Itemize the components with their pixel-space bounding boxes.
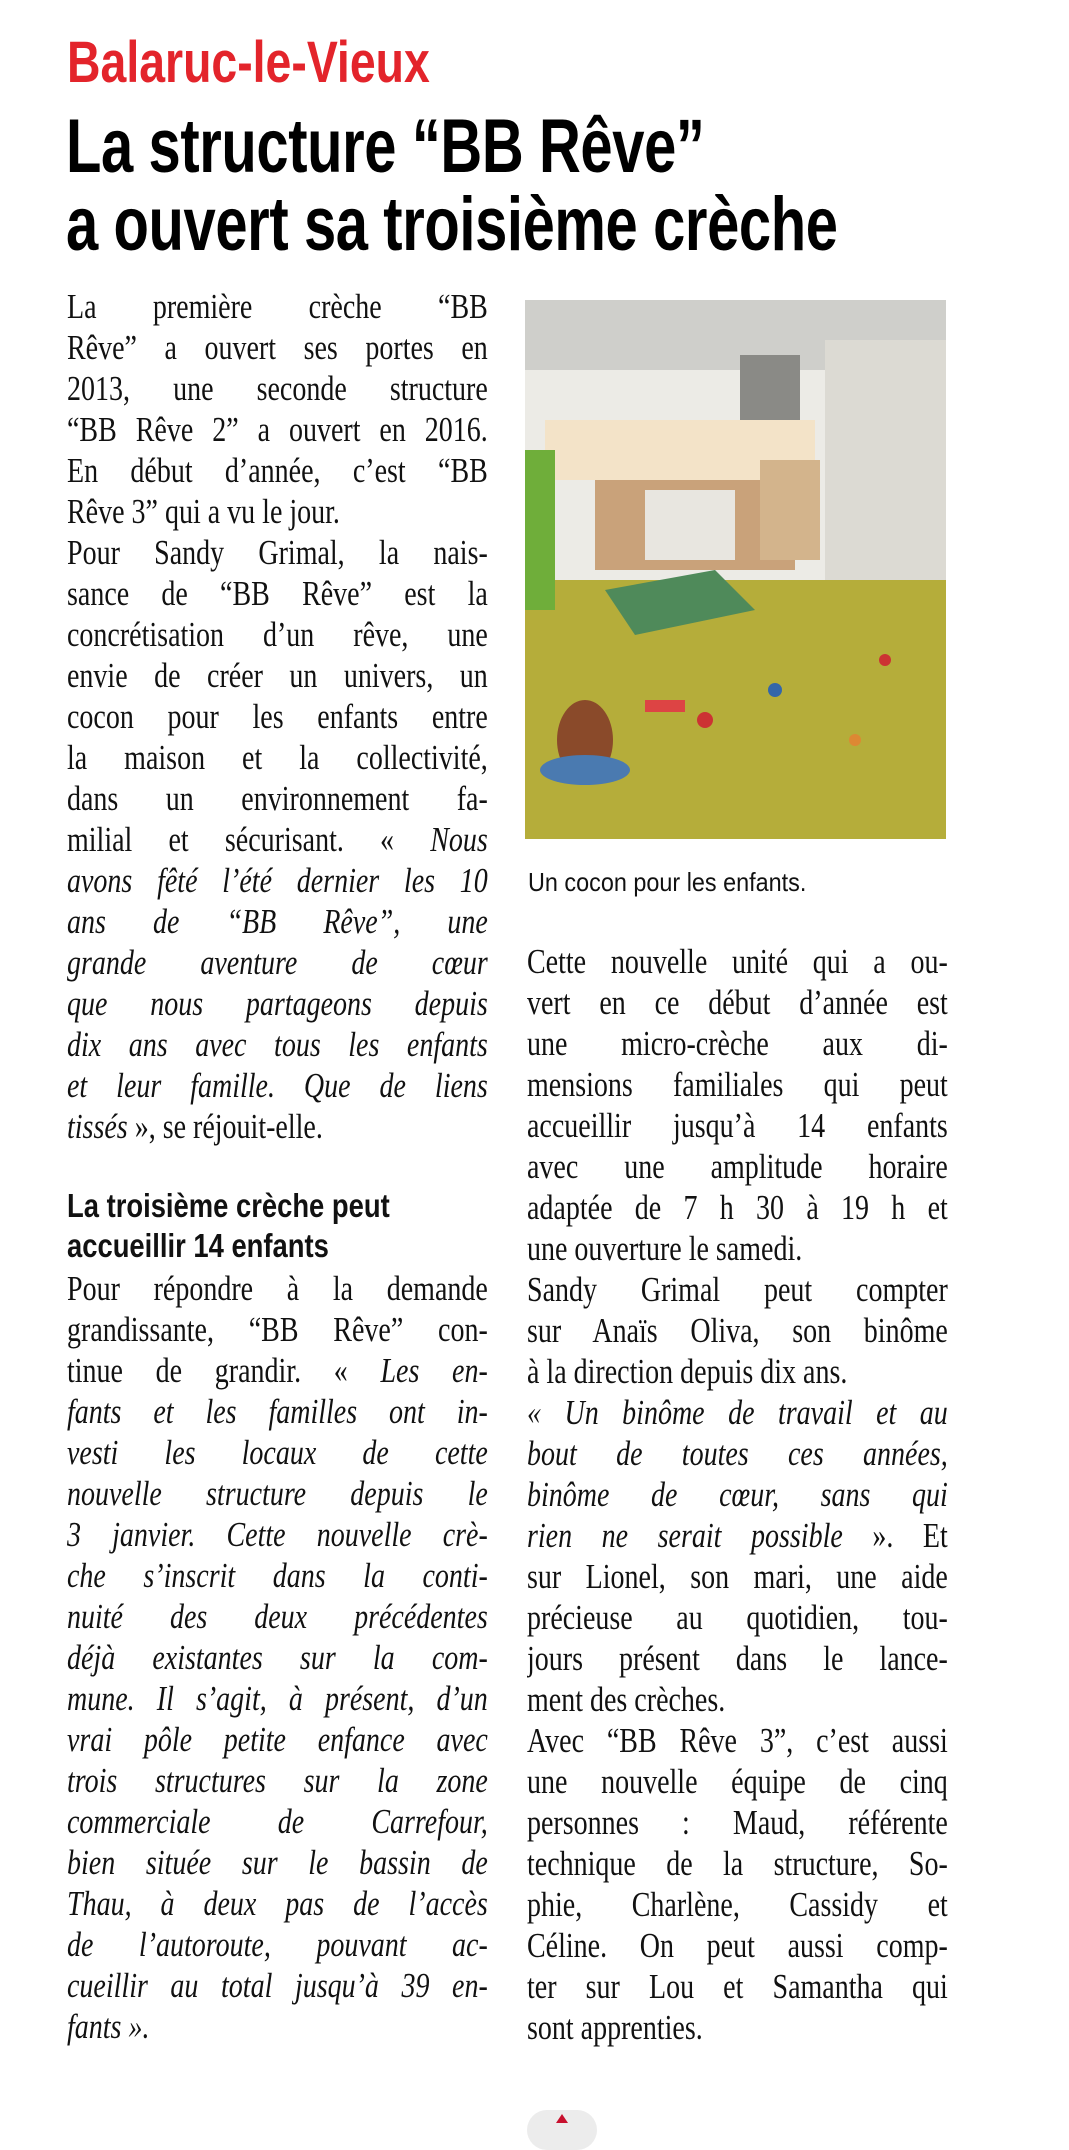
quote-text: dix ans avec tous les enfants	[67, 1025, 488, 1064]
body-text: adaptée de 7 h 30 à 19 h et	[527, 1188, 948, 1227]
quote-text: ans de “BB Rêve”, une	[67, 902, 488, 941]
text-line	[67, 1924, 488, 1965]
quote-text: grande aventure de cœur	[67, 943, 488, 982]
body-text: “BB Rêve 2” a ouvert en 2016.	[67, 410, 488, 449]
body-text: Avec “BB Rêve 3”, c’est aussi	[527, 1721, 948, 1760]
quote-text: trois structures sur la zone	[67, 1761, 488, 1800]
quote-text: que nous partageons depuis	[67, 984, 488, 1023]
body-text: Céline. On peut aussi comp-	[527, 1926, 948, 1965]
text-line	[527, 1966, 948, 2007]
body-column-left-top	[67, 286, 488, 1147]
body-text: Rêve 3” qui a vu le jour.	[67, 492, 340, 531]
body-column-right	[527, 941, 948, 2048]
text-line	[67, 778, 488, 819]
quote-text: bout de toutes ces années,	[527, 1434, 948, 1473]
text-line	[527, 1597, 948, 1638]
body-text: sont apprenties.	[527, 2008, 703, 2047]
body-text: 2013, une seconde structure	[67, 369, 488, 408]
body-text: concrétisation d’un rêve, une	[67, 615, 488, 654]
text-line	[67, 1596, 488, 1637]
text-line	[67, 860, 488, 901]
body-text: Pour répondre à la demande	[67, 1269, 488, 1308]
quote-text: Les en-	[380, 1351, 488, 1390]
text-line	[527, 1433, 948, 1474]
body-text: une micro-crèche aux di-	[527, 1024, 948, 1063]
text-line	[67, 655, 488, 696]
scroll-to-top-button[interactable]	[527, 2110, 597, 2150]
text-line	[67, 1350, 488, 1391]
text-line	[527, 1269, 948, 1310]
text-line	[67, 1965, 488, 2006]
text-line	[67, 1555, 488, 1596]
quote-text: rien ne serait possible	[527, 1516, 843, 1555]
text-line	[527, 1556, 948, 1597]
body-text: milial et sécurisant. «	[67, 820, 431, 859]
quote-text: commerciale de Carrefour,	[67, 1802, 488, 1841]
article-title	[66, 104, 838, 267]
body-text: sance de “BB Rêve” est la	[67, 574, 488, 613]
body-text: En début d’année, c’est “BB	[67, 451, 488, 490]
quote-text: mune. Il s’agit, à présent, d’un	[67, 1679, 488, 1718]
body-text: accueillir jusqu’à 14 enfants	[527, 1106, 948, 1145]
text-line	[67, 1678, 488, 1719]
body-text: ». Et	[842, 1516, 948, 1555]
body-text: technique de la structure, So-	[527, 1844, 948, 1883]
body-text: Rêve” a ouvert ses portes en	[67, 328, 488, 367]
text-line	[67, 983, 488, 1024]
text-line	[527, 1392, 948, 1433]
body-text: La première crèche “BB	[67, 287, 488, 326]
text-line	[527, 1187, 948, 1228]
quote-text: 3 janvier. Cette nouvelle crè-	[67, 1515, 488, 1554]
body-text: cocon pour les enfants entre	[67, 697, 488, 736]
quote-text: avons fêté l’été dernier les 10	[67, 861, 488, 900]
quote-text: bien située sur le bassin de	[67, 1843, 488, 1882]
text-line	[67, 1432, 488, 1473]
subhead-line: La troisième crèche peut	[67, 1187, 390, 1224]
text-line	[527, 2007, 948, 2048]
body-text: ment des crèches.	[527, 1680, 726, 1719]
text-line	[527, 1105, 948, 1146]
text-line	[527, 1351, 948, 1392]
text-line	[67, 1473, 488, 1514]
body-column-left-bottom	[67, 1268, 488, 2047]
text-line	[527, 1474, 948, 1515]
text-line	[67, 1065, 488, 1106]
title-line: La structure “BB Rêve”	[66, 104, 705, 189]
article-photo	[525, 300, 946, 839]
body-text: tinue de grandir. «	[67, 1351, 381, 1390]
text-line	[527, 1023, 948, 1064]
text-line	[67, 368, 488, 409]
text-line	[67, 327, 488, 368]
text-line	[67, 901, 488, 942]
text-line	[527, 1515, 948, 1556]
body-text: envie de créer un univers, un	[67, 656, 488, 695]
text-line	[67, 614, 488, 655]
body-text: grandissante, “BB Rêve” con-	[67, 1310, 488, 1349]
quote-text: nouvelle structure depuis le	[67, 1474, 488, 1513]
quote-text: binôme de cœur, sans qui	[527, 1475, 948, 1514]
text-line	[527, 1843, 948, 1884]
text-line	[527, 1064, 948, 1105]
text-line	[527, 1720, 948, 1761]
text-line	[67, 1391, 488, 1432]
quote-text: vrai pôle petite enfance avec	[67, 1720, 488, 1759]
text-line	[527, 1310, 948, 1351]
body-text: sur Lionel, son mari, une aide	[527, 1557, 948, 1596]
subhead-line: accueillir 14 enfants	[67, 1227, 329, 1264]
body-text: mensions familiales qui peut	[527, 1065, 948, 1104]
body-text: Cette nouvelle unité qui a ou-	[527, 942, 948, 981]
quote-text: nuité des deux précédentes	[67, 1597, 488, 1636]
text-line	[67, 1842, 488, 1883]
text-line	[527, 1146, 948, 1187]
text-line	[67, 2006, 488, 2047]
text-line	[67, 942, 488, 983]
text-line	[67, 1883, 488, 1924]
quote-text: fants et les familles ont in-	[67, 1392, 488, 1431]
body-text: une nouvelle équipe de cinq	[527, 1762, 948, 1801]
text-line	[527, 1638, 948, 1679]
text-line	[527, 1679, 948, 1720]
quote-text: déjà existantes sur la com-	[67, 1638, 488, 1677]
text-line	[67, 1514, 488, 1555]
text-line	[67, 1719, 488, 1760]
quote-text: fants ».	[67, 2007, 150, 2046]
text-line	[67, 1106, 488, 1147]
body-text: personnes : Maud, référente	[527, 1803, 948, 1842]
body-text: avec une amplitude horaire	[527, 1147, 948, 1186]
text-line	[527, 1761, 948, 1802]
text-line	[527, 1925, 948, 1966]
text-line	[527, 1802, 948, 1843]
body-text: sur Anaïs Oliva, son binôme	[527, 1311, 948, 1350]
text-line	[67, 286, 488, 327]
body-text: jours présent dans le lance-	[527, 1639, 948, 1678]
quote-text: Thau, à deux pas de l’accès	[67, 1884, 488, 1923]
body-text: phie, Charlène, Cassidy et	[527, 1885, 948, 1924]
text-line	[67, 819, 488, 860]
text-line	[527, 941, 948, 982]
text-line	[67, 1801, 488, 1842]
text-line	[527, 1228, 948, 1269]
quote-text: « Un binôme de travail et au	[527, 1393, 948, 1432]
article-kicker: Balaruc-le-Vieux	[67, 30, 430, 95]
quote-text: Nous	[430, 820, 488, 859]
quote-text: vesti les locaux de cette	[67, 1433, 488, 1472]
body-text: une ouverture le samedi.	[527, 1229, 803, 1268]
body-text: à la direction depuis dix ans.	[527, 1352, 848, 1391]
quote-text: che s’inscrit dans la conti-	[67, 1556, 488, 1595]
text-line	[67, 532, 488, 573]
text-line	[67, 573, 488, 614]
quote-text: de l’autoroute, pouvant ac-	[67, 1925, 488, 1964]
text-line	[67, 409, 488, 450]
body-text: Sandy Grimal peut compter	[527, 1270, 948, 1309]
text-line	[67, 1268, 488, 1309]
quote-text: et leur famille. Que de liens	[67, 1066, 488, 1105]
section-subhead	[67, 1186, 490, 1266]
text-line	[67, 450, 488, 491]
body-text: précieuse au quotidien, tou-	[527, 1598, 948, 1637]
title-line: a ouvert sa troisième crèche	[66, 182, 838, 267]
text-line	[67, 1024, 488, 1065]
body-text: la maison et la collectivité,	[67, 738, 488, 777]
quote-text: tissés	[67, 1107, 128, 1146]
text-line	[67, 696, 488, 737]
text-line	[527, 1884, 948, 1925]
photo-caption: Un cocon pour les enfants.	[528, 867, 807, 897]
text-line	[67, 491, 488, 532]
text-line	[67, 1309, 488, 1350]
body-text: », se réjouit-elle.	[127, 1107, 323, 1146]
text-line	[67, 1637, 488, 1678]
body-text: dans un environnement fa-	[67, 779, 488, 818]
body-text: ter sur Lou et Samantha qui	[527, 1967, 948, 2006]
quote-text: cueillir au total jusqu’à 39 en-	[67, 1966, 488, 2005]
body-text: vert en ce début d’année est	[527, 983, 948, 1022]
text-line	[67, 737, 488, 778]
text-line	[67, 1760, 488, 1801]
nursery-room-image	[525, 300, 946, 839]
body-text: Pour Sandy Grimal, la nais-	[67, 533, 488, 572]
text-line	[527, 982, 948, 1023]
